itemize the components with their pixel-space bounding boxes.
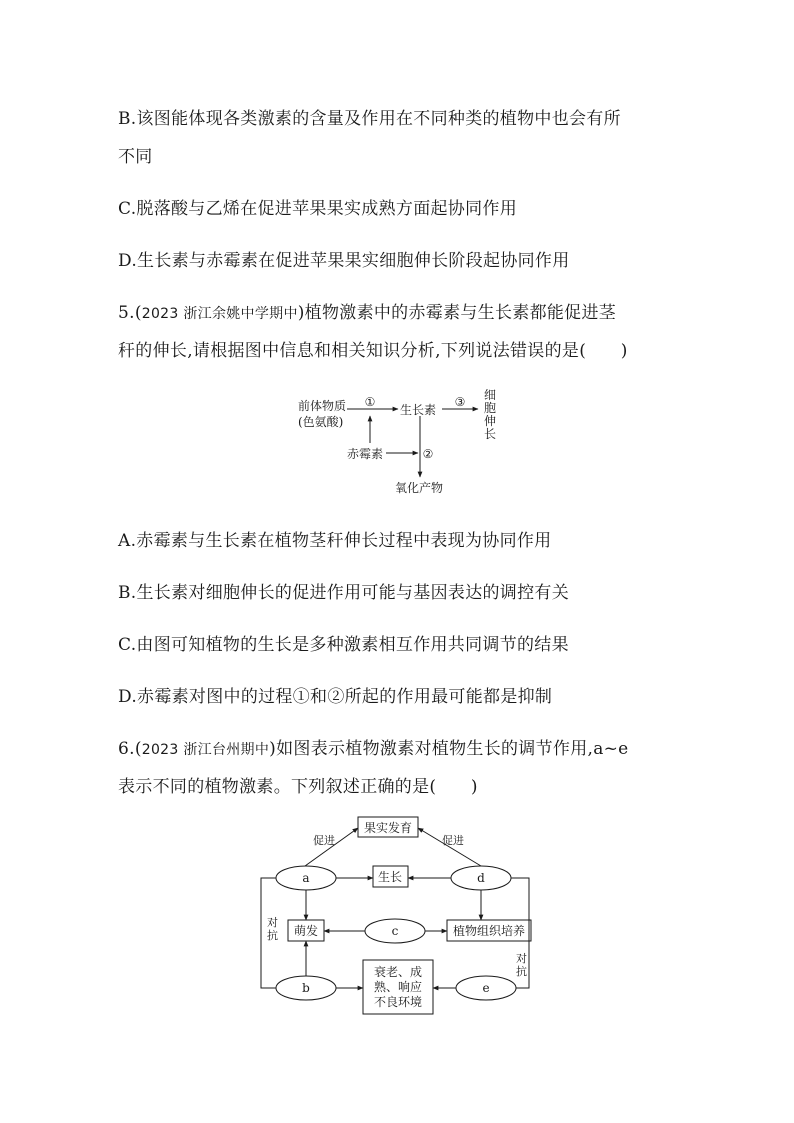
q6-number: 6.( [118,739,142,759]
q6-promote-left: 促进 [313,834,335,847]
q5-cell-char-4: 长 [484,427,497,441]
q4-option-b-line1: B.该图能体现各类激素的含量及作用在不同种类的植物中也会有所 [118,109,621,129]
q6-figure [255,810,545,1020]
q6-senescence-line3: 不良环境 [373,995,423,1009]
q5-auxin-label: 生长素 [400,403,437,417]
q4-option-c: C.脱落酸与乙烯在促进苹果果实成熟方面起协同作用 [118,199,518,219]
q6-fruit-label: 果实发育 [363,821,413,835]
q5-cell-char-1: 细 [484,388,497,402]
q5-gibberellin-label: 赤霉素 [347,447,384,461]
q5-stem-rest: )植物激素中的赤霉素与生长素都能促进茎 [297,303,617,323]
q5-step1-label: ① [364,395,376,409]
q5-option-d: D.赤霉素对图中的过程①和②所起的作用最可能都是抑制 [118,687,553,707]
q5-step3-label: ③ [454,395,466,409]
q6-tissue-culture-label: 植物组织培养 [452,924,526,938]
q6-label-d: d [477,871,485,885]
q5-cell-char-3: 伸 [484,414,497,428]
q5-cell-char-2: 胞 [484,401,497,415]
q6-growth-label: 生长 [377,870,403,884]
q5-option-b: B.生长素对细胞伸长的促进作用可能与基因表达的调控有关 [118,583,569,603]
q6-stem-line1 [118,734,629,759]
q5-option-a: A.赤霉素与生长素在植物茎秆伸长过程中表现为协同作用 [118,531,552,551]
q4-option-b-line2: 不同 [118,147,153,167]
q6-antagonism-right-1: 对 [516,952,527,965]
q5-number: 5.( [118,303,142,323]
q6-germination-label: 萌发 [293,924,319,938]
q6-promote-right: 促进 [442,834,464,847]
q5-oxidation-label: 氧化产物 [395,481,444,495]
q6-antagonism-right-2: 抗 [516,965,527,978]
q6-senescence-line1: 衰老、成 [373,965,423,979]
q5-stem-line1 [118,298,616,323]
q5-precursor-label: 前体物质 [298,399,347,413]
q5-source: 2023 浙江余姚中学期中 [141,306,298,322]
q6-senescence-line2: 熟、响应 [373,980,423,994]
q5-option-c: C.由图可知植物的生长是多种激素相互作用共同调节的结果 [118,635,569,655]
q5-step2-label: ② [422,447,434,461]
q6-label-b: b [302,981,310,995]
q6-label-c: c [391,924,399,938]
q6-label-a: a [302,871,310,885]
q5-stem-line2: 秆的伸长,请根据图中信息和相关知识分析,下列说法错误的是( ) [118,341,628,361]
q6-label-e: e [482,981,490,995]
q6-antagonism-left-1: 对 [267,916,278,929]
q6-antagonism-left-2: 抗 [267,929,278,942]
q4-option-d: D.生长素与赤霉素在促进苹果果实细胞伸长阶段起协同作用 [118,251,570,271]
q6-source: 2023 浙江台州期中 [141,742,270,758]
q6-stem-line2: 表示不同的植物激素。下列叙述正确的是( ) [118,777,478,797]
q5-precursor-sub-label: (色氨酸) [298,415,344,429]
q5-figure [290,385,510,497]
q6-stem-rest: )如图表示植物激素对植物生长的调节作用,a~e [269,739,629,759]
